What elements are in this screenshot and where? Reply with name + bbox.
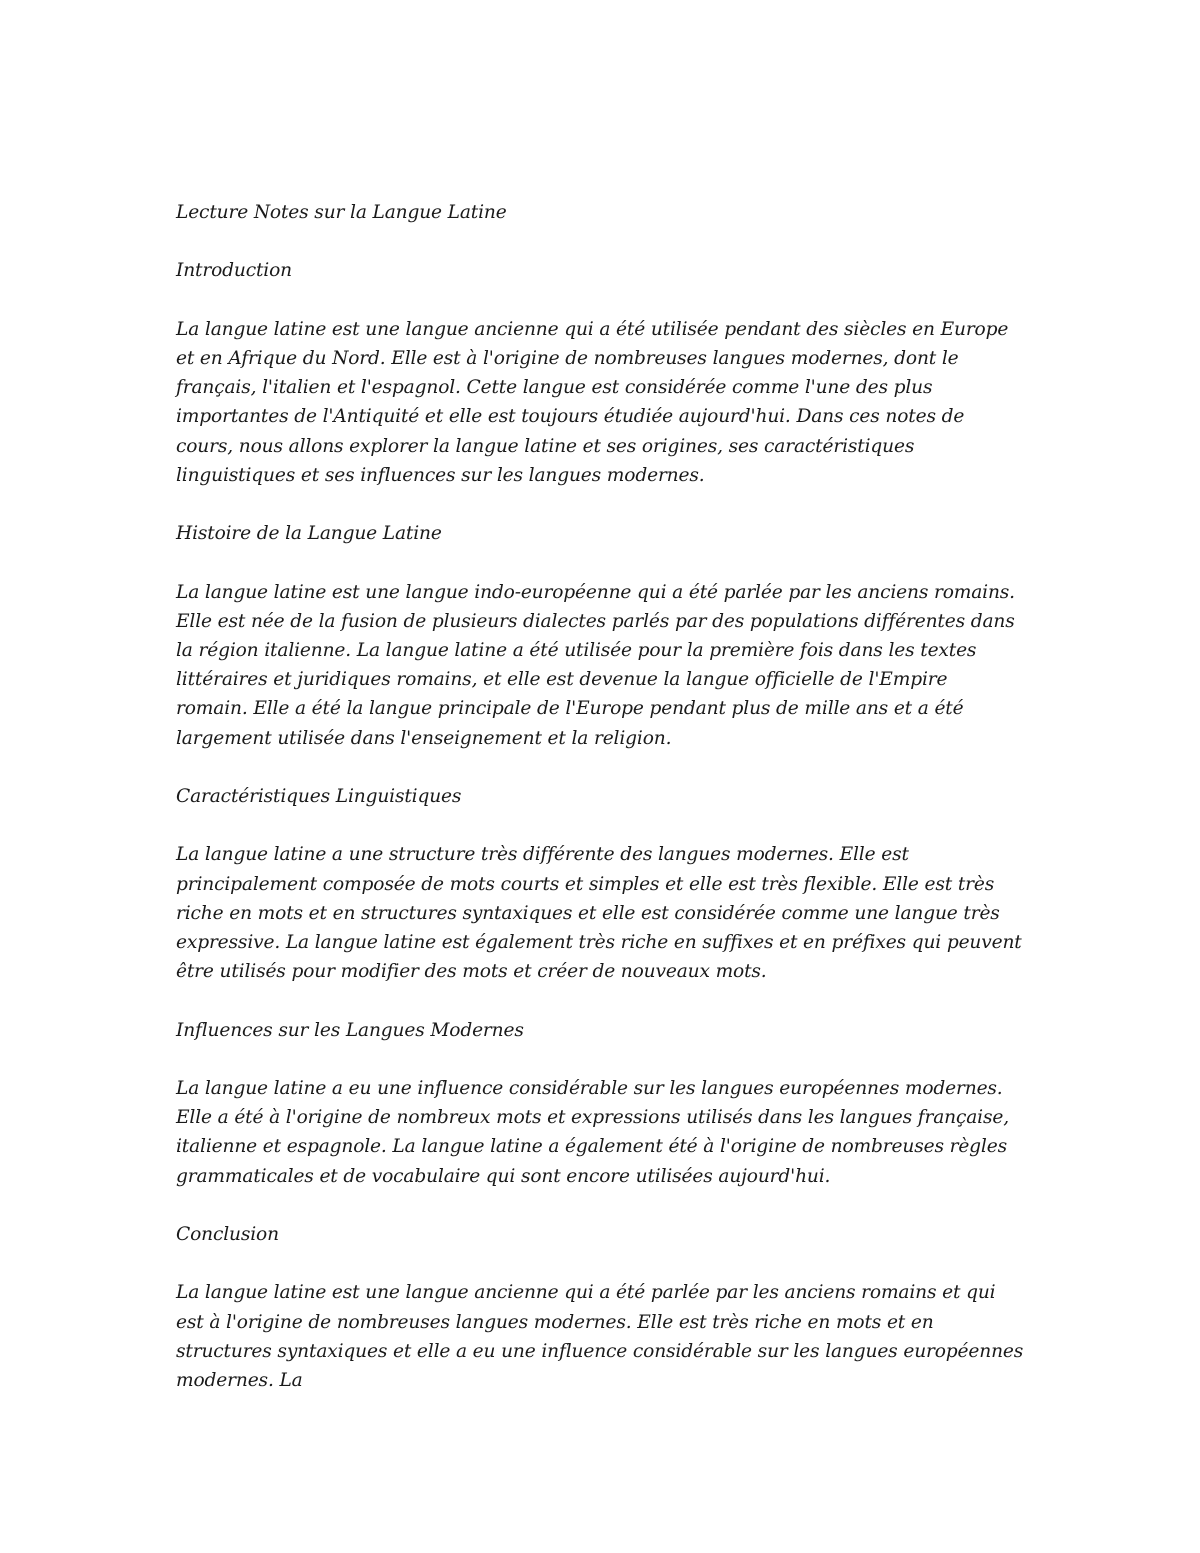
section-heading-influences: Influences sur les Langues Modernes xyxy=(176,1019,524,1041)
section-paragraph-histoire: La langue latine est une langue indo-européenne qui a été parlée par les anciens romains. Elle est née de la fusion de plusieurs dialectes parlés par des populations différentes dans la région italienne. La langue latine a été utilisée pour la première fois dans les textes littéraires et juridiques romains, et elle est devenue la langue officielle de l'Empire romain. Elle a été la langue principale de l'Europe pendant plus de mille ans et a été largement utilisée dans l'enseignement et la religion. xyxy=(176,581,1015,749)
section-heading-conclusion: Conclusion xyxy=(176,1223,279,1245)
section-paragraph-caracteristiques: La langue latine a une structure très différente des langues modernes. Elle est principalement composée de mots courts et simples et elle est très flexible. Elle est très riche en mots et en structures syntaxiques et elle est considérée comme une langue très expressive. La langue latine est également très riche en suffixes et en préfixes qui peuvent être utilisés pour modifier des mots et créer de nouveaux mots. xyxy=(176,844,1022,983)
section-heading-histoire: Histoire de la Langue Latine xyxy=(176,523,442,545)
section-paragraph-influences: La langue latine a eu une influence considérable sur les langues européennes modernes. Elle a été à l'origine de nombreux mots et expressions utilisés dans les langues française, italienne et espagnole. La langue latine a également été à l'origine de nombreuses règles grammaticales et de vocabulaire qui sont encore utilisées aujourd'hui. xyxy=(176,1077,1009,1187)
section-heading-caracteristiques: Caractéristiques Linguistiques xyxy=(176,785,462,807)
document-body xyxy=(176,198,1024,1424)
section-paragraph-conclusion: La langue latine est une langue ancienne qui a été parlée par les anciens romains et qui est à l'origine de nombreuses langues modernes. Elle est très riche en mots et en structures syntaxiques et elle a eu une influence considérable sur les langues européennes modernes. La xyxy=(176,1282,1024,1391)
section-heading-introduction: Introduction xyxy=(176,260,292,282)
document-title: Lecture Notes sur la Langue Latine xyxy=(176,202,507,223)
section-paragraph-introduction: La langue latine est une langue ancienne qui a été utilisée pendant des siècles en Europe et en Afrique du Nord. Elle est à l'origine de nombreuses langues modernes, dont le français, l'italien et l'espagnol. Cette langue est considérée comme l'une des plus importantes de l'Antiquité et elle est toujours étudiée aujourd'hui. Dans ces notes de cours, nous allons explorer la langue latine et ses origines, ses caractéristiques linguistiques et ses influences sur les langues modernes. xyxy=(176,318,1009,486)
